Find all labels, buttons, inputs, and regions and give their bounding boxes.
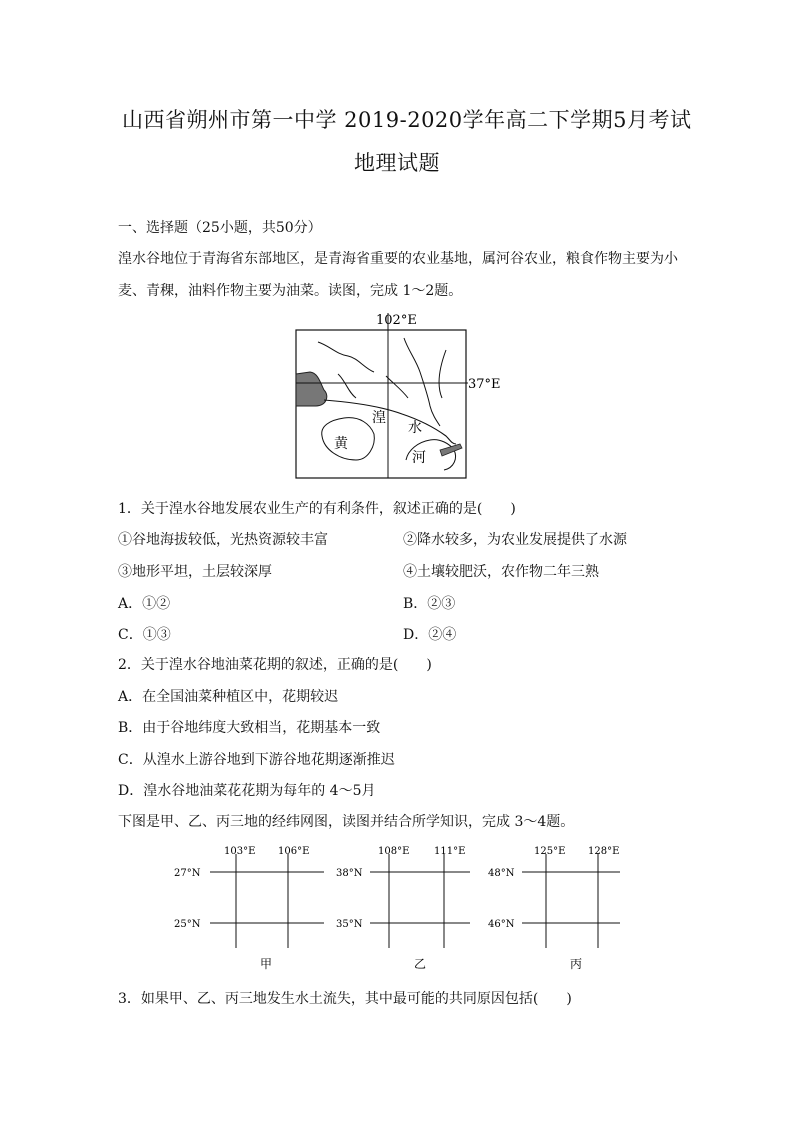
q1-statement: ②降水较多，为农业发展提供了水源 xyxy=(403,532,627,548)
grid-yi xyxy=(336,846,470,970)
huangshui-map xyxy=(290,310,510,482)
q1-option-a: A．①② xyxy=(118,596,171,612)
q2-option-d: D．湟水谷地油菜花花期为每年的 4～5月 xyxy=(118,783,376,799)
map-label-huang: 湟 xyxy=(372,410,386,426)
grid-name-label: 丙 xyxy=(570,957,583,970)
grid-lon-label: 108°E xyxy=(378,846,410,857)
grid-lat-label: 38°N xyxy=(336,868,363,879)
map-lon-label: 102°E xyxy=(376,313,417,328)
map-label-river: 河 xyxy=(412,450,426,466)
grid-lon-label: 111°E xyxy=(434,846,466,857)
grid-lon-label: 103°E xyxy=(224,846,256,857)
grid-lat-label: 48°N xyxy=(488,868,515,879)
q1-statement: ④土壤较肥沃，农作物二年三熟 xyxy=(403,564,599,580)
q1-statement: ①谷地海拔较低，光热资源较丰富 xyxy=(118,532,328,548)
grid-lat-label: 46°N xyxy=(488,919,515,930)
grid-lon-label: 125°E xyxy=(534,846,566,857)
grid-lat-label: 25°N xyxy=(174,919,201,930)
q1-option-d: D．②④ xyxy=(403,627,457,643)
section-heading: 一、选择题（25小题，共50分） xyxy=(118,220,322,236)
question-3-stem: 3．如果甲、乙、丙三地发生水土流失，其中最可能的共同原因包括( ) xyxy=(118,991,572,1007)
map-lat-label: 37°E xyxy=(468,377,501,392)
intro-text-line: 湟水谷地位于青海省东部地区，是青海省重要的农业基地，属河谷农业，粮食作物主要为小 xyxy=(118,251,678,267)
question-2-stem: 2．关于湟水谷地油菜花期的叙述，正确的是( ) xyxy=(118,657,432,673)
grid-lon-label: 128°E xyxy=(588,846,620,857)
q1-option-c: C．①③ xyxy=(118,627,171,643)
grid-jia xyxy=(174,846,324,970)
page-subtitle: 地理试题 xyxy=(354,151,440,175)
intro-text-line: 麦、青稞，油料作物主要为油菜。读图，完成 1～2题。 xyxy=(118,283,463,299)
grid-lat-label: 35°N xyxy=(336,919,363,930)
grid-bing xyxy=(488,846,620,970)
grid-intro-text: 下图是甲、乙、丙三地的经纬网图，读图并结合所学知识，完成 3～4题。 xyxy=(118,814,575,830)
lat-lon-grids xyxy=(170,840,640,970)
grid-name-label: 乙 xyxy=(414,957,427,970)
question-1-stem: 1．关于湟水谷地发展农业生产的有利条件，叙述正确的是( ) xyxy=(118,501,516,517)
q2-option-a: A．在全国油菜种植区中，花期较迟 xyxy=(118,689,339,705)
q1-statement: ③地形平坦，土层较深厚 xyxy=(118,564,272,580)
grid-lon-label: 106°E xyxy=(278,846,310,857)
q2-option-c: C．从湟水上游谷地到下游谷地花期逐渐推迟 xyxy=(118,752,395,768)
grid-lat-label: 27°N xyxy=(174,868,201,879)
grid-name-label: 甲 xyxy=(260,957,273,970)
map-label-yellow: 黄 xyxy=(334,436,348,452)
page-title: 山西省朔州市第一中学 2019-2020学年高二下学期5月考试 xyxy=(122,108,692,132)
q1-option-b: B．②③ xyxy=(403,596,456,612)
q2-option-b: B．由于谷地纬度大致相当，花期基本一致 xyxy=(118,720,381,736)
map-label-shui: 水 xyxy=(408,420,422,436)
